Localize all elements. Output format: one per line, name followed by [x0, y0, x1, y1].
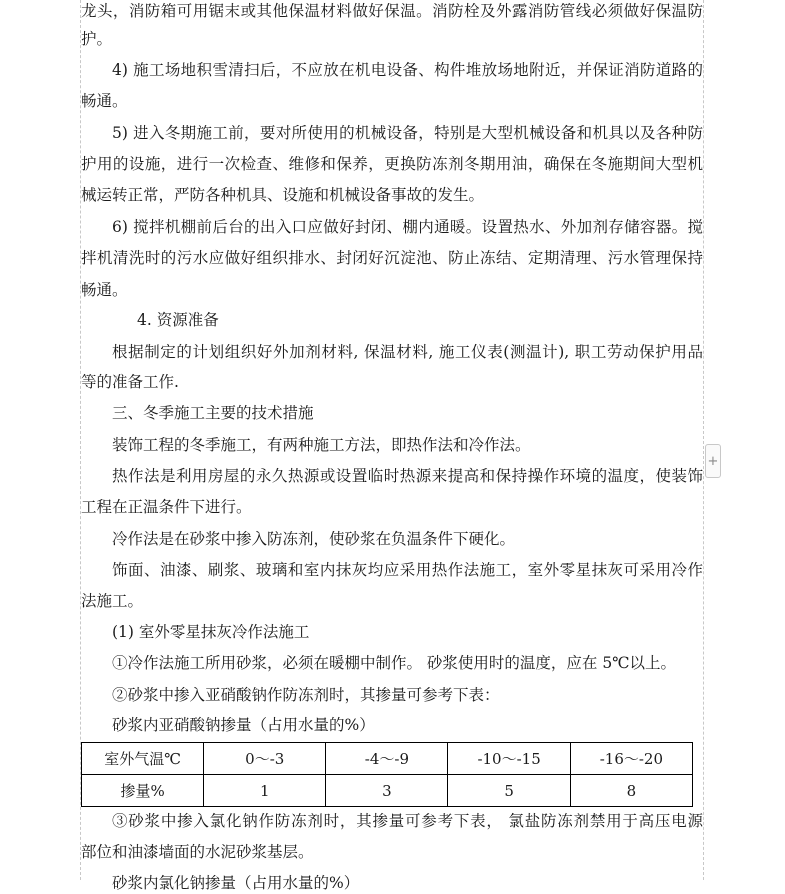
paragraph-line: 护。 — [81, 30, 113, 48]
paragraph-line: 法施工。 — [81, 592, 144, 610]
paragraph-line: ①冷作法施工所用砂浆，必须在暖棚中制作。 砂浆使用时的温度，应在 5℃以上。 — [112, 654, 677, 672]
paragraph-line: 冷作法是在砂浆中掺入防冻剂，使砂浆在负温条件下硬化。 — [112, 530, 516, 548]
paragraph-line: 等的准备工作. — [81, 373, 179, 391]
table-cell: 5 — [448, 775, 570, 807]
table-cell: -10～-15 — [448, 743, 570, 775]
paragraph-line: 装饰工程的冬季施工，有两种施工方法，即热作法和冷作法。 — [112, 436, 531, 454]
table-cell: -16～-20 — [570, 743, 692, 775]
paragraph-line: ③砂浆中掺入氯化钠作防冻剂时，其掺量可参考下表， 氯盐防冻剂禁用于高压电源 — [112, 812, 703, 830]
paragraph-line: 护用的设施，进行一次检查、维修和保养，更换防冻剂冬期用油，确保在冬施期间大型机 — [81, 155, 703, 173]
paragraph-line: 根据制定的计划组织好外加剂材料, 保温材料, 施工仪表(测温计), 职工劳动保护用品 — [112, 343, 703, 361]
table-cell: 3 — [326, 775, 448, 807]
paragraph-line: 械运转正常，严防各种机具、设施和机械设备事故的发生。 — [81, 186, 485, 204]
paragraph-line: 4) 施工场地积雪清扫后，不应放在机电设备、构件堆放场地附近，并保证消防道路的 — [112, 61, 703, 79]
paragraph-line: 拌机清洗时的污水应做好组织排水、封闭好沉淀池、防止冻结、定期清理、污水管理保持 — [81, 249, 703, 267]
table-header-row — [82, 743, 693, 775]
paragraph-line: 热作法是利用房屋的永久热源或设置临时热源来提高和保持操作环境的温度，使装饰 — [112, 467, 703, 485]
table-cell: 1 — [204, 775, 326, 807]
table-cell: 8 — [570, 775, 692, 807]
paragraph-line: 畅通。 — [81, 92, 128, 110]
subsection-heading: (1) 室外零星抹灰冷作法施工 — [112, 623, 310, 641]
paragraph-line: 饰面、油漆、刷浆、玻璃和室内抹灰均应采用热作法施工，室外零星抹灰可采用冷作 — [112, 561, 703, 579]
paragraph-line: 工程在正温条件下进行。 — [81, 498, 252, 516]
table-cell: 掺量% — [82, 775, 204, 807]
sodium-nitrite-table — [81, 742, 693, 807]
paragraph-line: 龙头，消防箱可用锯末或其他保温材料做好保温。消防栓及外露消防管线必须做好保温防 — [81, 2, 703, 20]
paragraph-line: 5) 进入冬期施工前，要对所使用的机械设备，特别是大型机械设备和机具以及各种防 — [112, 124, 703, 142]
add-comment-button[interactable]: + — [705, 444, 721, 478]
table-cell: -4～-9 — [326, 743, 448, 775]
section-heading: 三、冬季施工主要的技术措施 — [112, 404, 314, 422]
table-cell: 室外气温℃ — [82, 743, 204, 775]
table-row — [82, 775, 693, 807]
right-margin-guide — [703, 0, 705, 880]
section-heading: 4. 资源准备 — [137, 311, 219, 329]
paragraph-line: 6) 搅拌机棚前后台的出入口应做好封闭、棚内通暖。设置热水、外加剂存储容器。搅 — [112, 218, 703, 236]
table-caption: 砂浆内亚硝酸钠掺量（占用水量的%） — [112, 716, 375, 734]
table-caption: 砂浆内氯化钠掺量（占用水量的%） — [112, 874, 360, 892]
paragraph-line: 畅通。 — [81, 281, 128, 299]
table-cell: 0～-3 — [204, 743, 326, 775]
paragraph-line: 部位和油漆墙面的水泥砂浆基层。 — [81, 843, 314, 861]
paragraph-line: ②砂浆中掺入亚硝酸钠作防冻剂时，其掺量可参考下表： — [112, 686, 500, 704]
